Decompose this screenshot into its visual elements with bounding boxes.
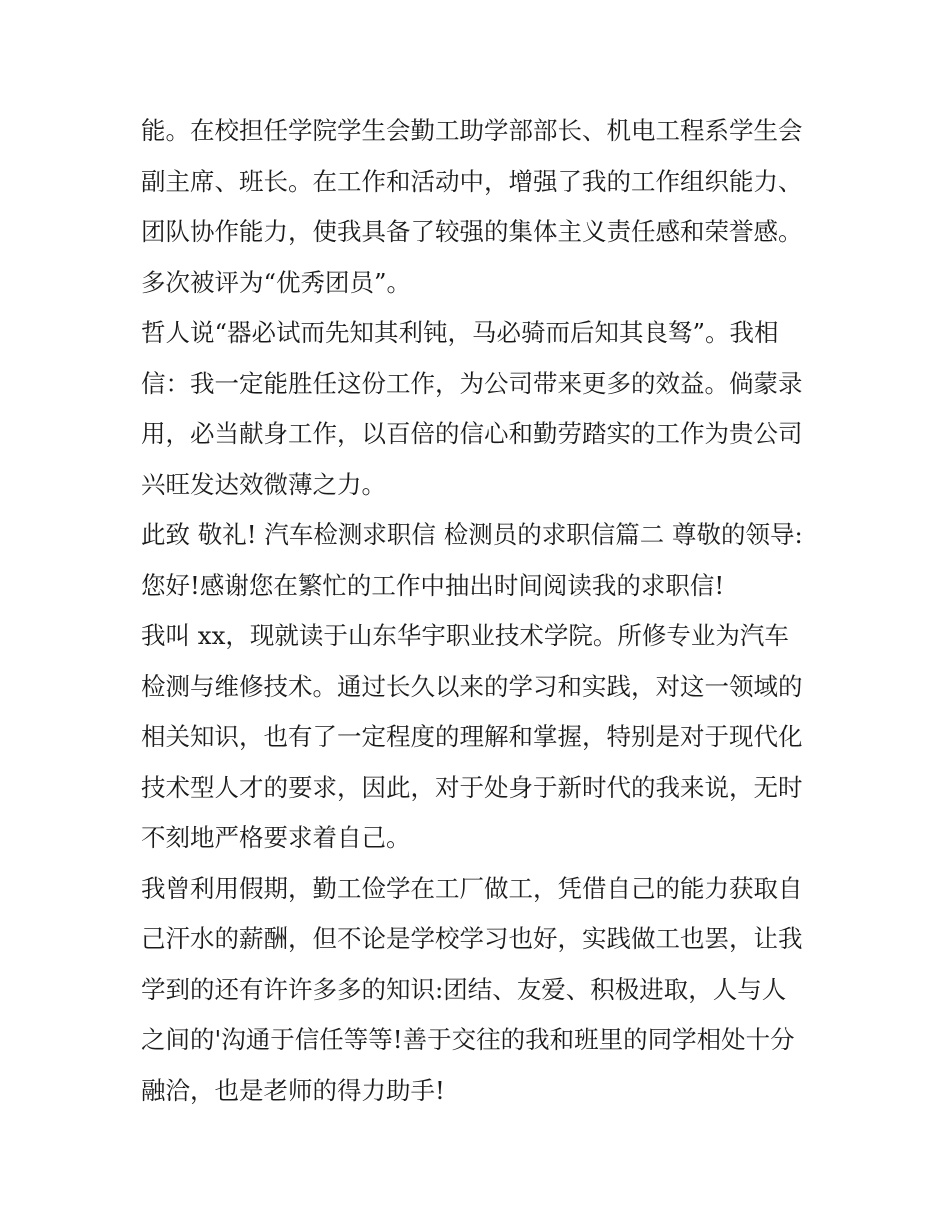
text-line: 我叫 xx，现就读于山东华宇职业技术学院。所修专业为汽车 bbox=[141, 621, 789, 650]
paragraph-student-union bbox=[141, 106, 821, 308]
paragraph-introduction bbox=[141, 611, 821, 864]
paragraph-philosopher-quote bbox=[141, 308, 821, 510]
text-line: 用，必当献身工作，以百倍的信心和勤劳踏实的工作为贵公司 bbox=[141, 419, 803, 448]
text-line: 多次被评为“优秀团员”。 bbox=[141, 267, 412, 297]
text-line: 技术型人才的要求，因此，对于处身于新时代的我来说，无时 bbox=[141, 772, 803, 802]
text-line: 相关知识，也有了一定程度的理解和掌握，特别是对于现代化 bbox=[141, 722, 803, 751]
text-line: 能。在校担任学院学生会勤工助学部部长、机电工程系学生会 bbox=[141, 116, 803, 145]
text-line: 我曾利用假期，勤工俭学在工厂做工，凭借自己的能力获取自 bbox=[141, 873, 803, 903]
text-line: 此致 敬礼! 汽车检测求职信 检测员的求职信篇二 尊敬的领导: bbox=[141, 520, 803, 549]
text-line: 不刻地严格要求着自己。 bbox=[141, 823, 411, 852]
text-line: 之间的'沟通于信任等等!善于交往的我和班里的同学相处十分 bbox=[141, 1025, 795, 1054]
text-line: 您好!感谢您在繁忙的工作中抽出时间阅读我的求职信! bbox=[141, 570, 725, 600]
paragraph-work-experience bbox=[141, 864, 821, 1117]
text-line: 融洽，也是老师的得力助手! bbox=[141, 1075, 445, 1105]
text-line: 副主席、班长。在工作和活动中，增强了我的工作组织能力、 bbox=[141, 166, 803, 196]
text-line: 哲人说“器必试而先知其利钝，马必骑而后知其良驽”。我相 bbox=[141, 318, 779, 347]
text-line: 兴旺发达效微薄之力。 bbox=[141, 469, 386, 499]
document-body bbox=[141, 106, 821, 1116]
paragraph-closing-and-greeting bbox=[141, 510, 821, 611]
text-line: 信：我一定能胜任这份工作，为公司带来更多的效益。倘蒙录 bbox=[141, 368, 803, 398]
text-line: 学到的还有许许多多的知识:团结、友爱、积极进取，人与人 bbox=[141, 974, 787, 1004]
text-line: 团队协作能力，使我具备了较强的集体主义责任感和荣誉感。 bbox=[141, 217, 803, 246]
text-line: 检测与维修技术。通过长久以来的学习和实践，对这一领域的 bbox=[141, 671, 803, 701]
text-line: 己汗水的薪酬，但不论是学校学习也好，实践做工也罢，让我 bbox=[141, 924, 803, 953]
